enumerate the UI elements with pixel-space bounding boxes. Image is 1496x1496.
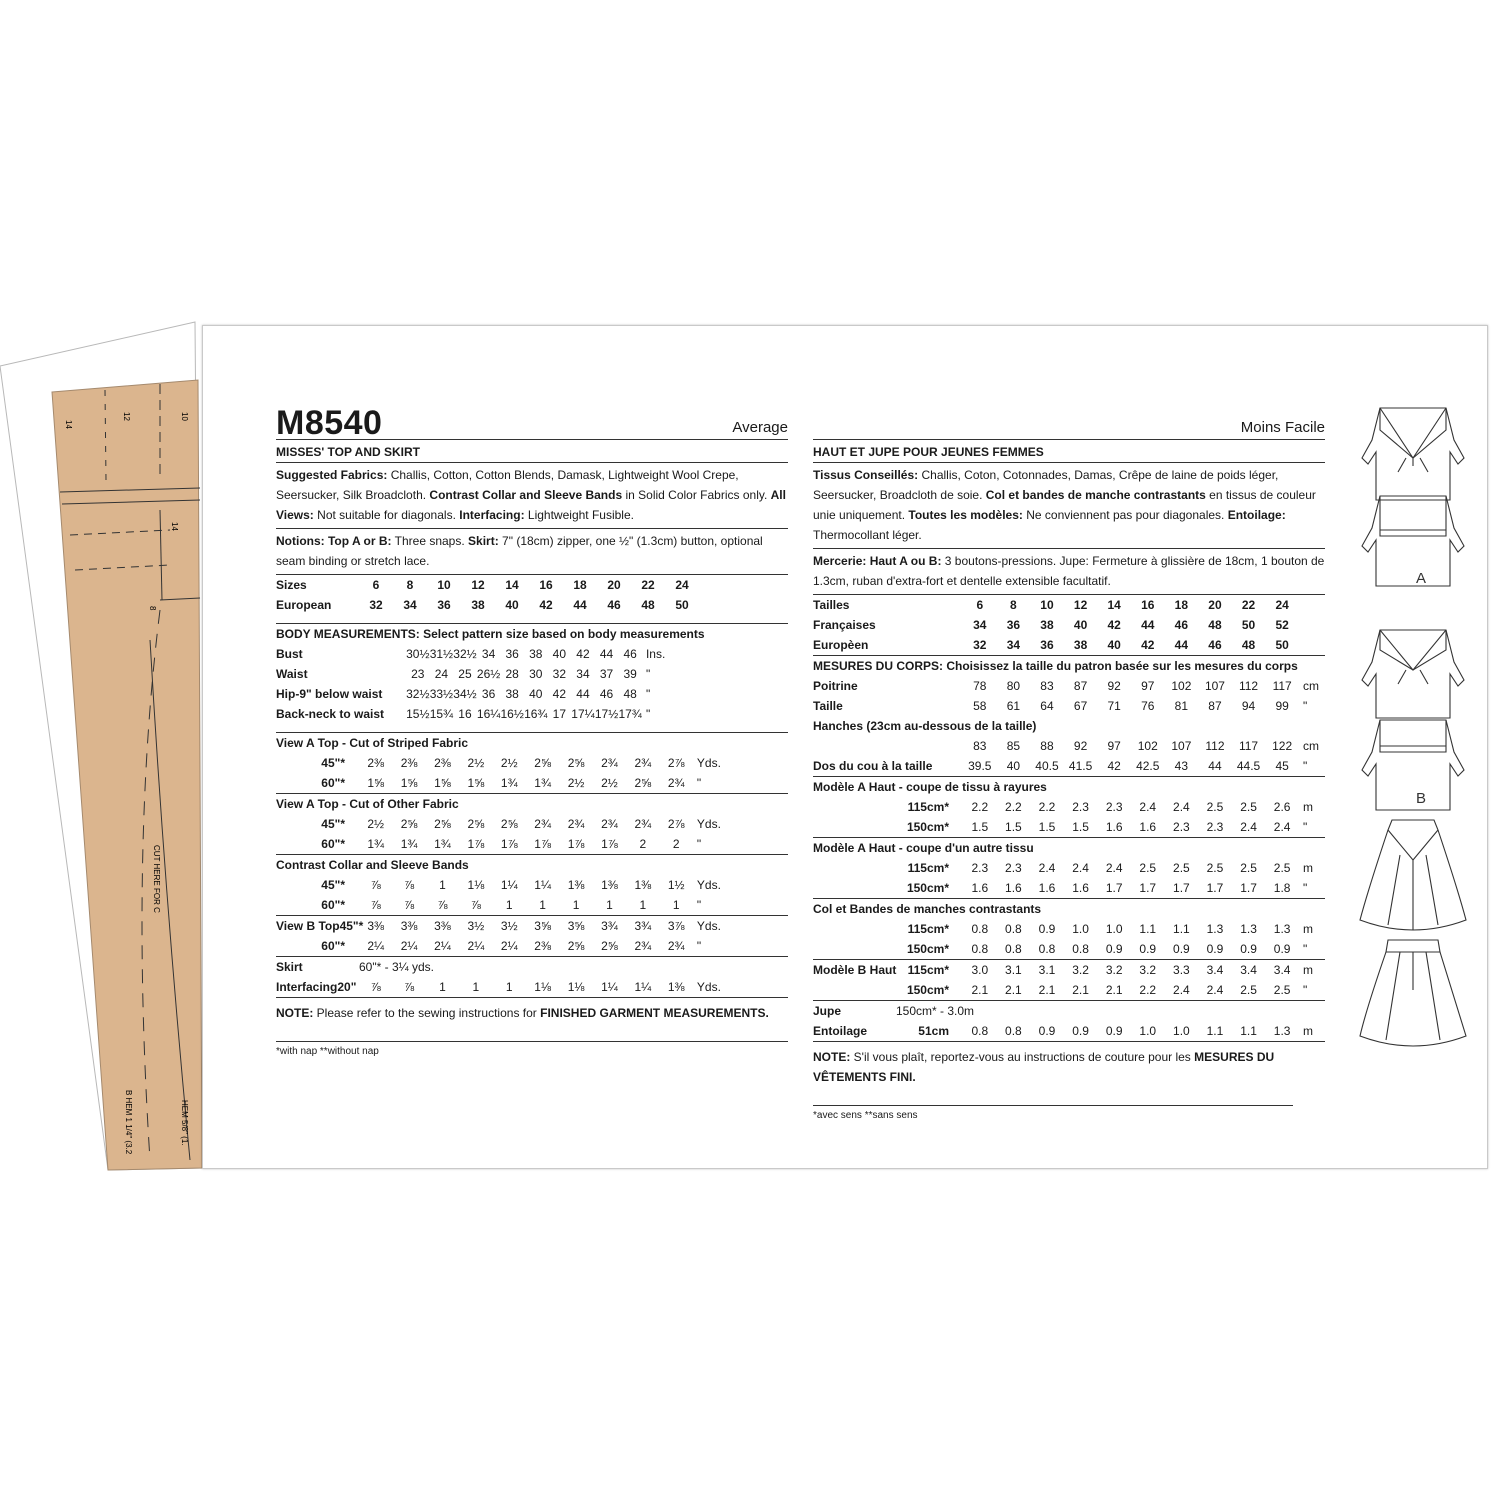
view-b-front-drawing <box>1362 630 1464 718</box>
tissue-cut-here: CUT HERE FOR C <box>152 845 161 913</box>
european-sizes-row: European 32 34 36 38 40 42 44 46 48 50 <box>276 598 689 612</box>
yardage-row: 45"* ⅞ ⅞ 1 1⅛ 1¼ 1¼ 1⅜ 1⅜ 1⅜ 1½ Yds. <box>321 878 721 892</box>
yardage-heading: View A Top - Cut of Other Fabric <box>276 797 459 811</box>
suggested-fabrics: Suggested Fabrics: Challis, Cotton, Cotton Blends, Damask, Lightweight Wool Crepe, Seersucker, Silk Broadcloth. Contrast Collar and Sleeve Bands in Solid Color Fabrics only. All Views: Not suitable for diagonals. Interfacing: Lightweight Fusible. <box>276 462 788 528</box>
english-column <box>276 326 788 1057</box>
yardage-row-fr: 115cm* 2.2 2.2 2.2 2.3 2.3 2.4 2.4 2.5 2.5 2.6 m <box>907 800 1313 814</box>
yardage-section <box>276 732 788 793</box>
tissue-mark-12: 12 <box>122 412 131 421</box>
tissue-mark-14: 14 <box>64 420 73 429</box>
tissue-mark-10: 10 <box>180 412 189 421</box>
yardage-heading: View A Top - Cut of Striped Fabric <box>276 736 469 750</box>
yardage-row: 45"* 2½ 2⅝ 2⅝ 2⅝ 2⅝ 2¾ 2¾ 2¾ 2¾ 2⅞ Yds. <box>321 817 721 831</box>
yardage-row-fr: 150cm* 1.6 1.6 1.6 1.6 1.7 1.7 1.7 1.7 1.7 1.8 " <box>906 881 1308 895</box>
body-row-fr: Poitrine 78 80 83 87 92 97 102 107 112 117 cm <box>813 679 1319 693</box>
view-b-back-drawing <box>1362 720 1464 810</box>
skirt-row-fr: Jupe 150cm* - 3.0m <box>813 1004 975 1018</box>
size-table <box>276 574 788 623</box>
yardage-row-fr: 115cm* 0.8 0.8 0.9 1.0 1.0 1.1 1.1 1.3 1.3 1.3 m <box>907 922 1313 936</box>
pattern-envelope-back <box>202 325 1488 1169</box>
note: NOTE: Please refer to the sewing instructions for FINISHED GARMENT MEASUREMENTS. <box>276 997 788 1023</box>
suggested-fabrics-fr: Tissus Conseillés: Challis, Coton, Cotonnades, Damas, Crêpe de laine de poids léger, Seersucker, Broadcloth de soie. Col et bandes de manche contrastants en tissus de couleur unie uniquement. Toutes les modèles: Ne conviennent pas pour diagonales. Entoilage: Thermocollant léger. <box>813 462 1325 548</box>
body-row: Waist 23 24 25 26½ 28 30 32 34 37 39 " <box>276 667 651 681</box>
europeen-row: Europèen 32 34 36 38 40 42 44 46 48 50 <box>813 638 1289 652</box>
hip-row-fr: 83 85 88 92 97 102 107 112 117 122 cm <box>973 739 1319 753</box>
body-row: Hip-9" below waist 32½ 33½ 34½ 36 38 40 42 44 46 48 " <box>276 687 651 701</box>
size-table-fr <box>813 594 1325 655</box>
skirt-interfacing-fr <box>813 1000 1325 1041</box>
view-a-back-drawing <box>1362 496 1464 586</box>
note-fr: NOTE: S'il vous plaît, reportez-vous au instructions de couture pour les MESURES DU VÊTEMENTS FINI. <box>813 1041 1325 1087</box>
yardage-section-fr <box>813 959 1325 1000</box>
yardage-section <box>276 915 788 956</box>
yardage-section <box>276 793 788 854</box>
skirt-front-drawing <box>1360 820 1466 930</box>
sizes-row-fr: Tailles 6 8 10 12 14 16 18 20 22 24 <box>813 598 1289 612</box>
tissue-mark-8: 8 <box>148 606 157 611</box>
pattern-title: MISSES' TOP AND SKIRT <box>276 439 788 462</box>
yardage-section-fr <box>813 776 1325 837</box>
tissue-hem-b: B HEM 1 1/4" (3.2 <box>124 1090 133 1155</box>
footnote-fr: *avec sens **sans sens <box>813 1110 918 1121</box>
view-a-front-drawing <box>1362 408 1464 500</box>
skirt-row: Skirt 60"* - 3¼ yds. <box>276 960 434 974</box>
body-row: Bust 30½ 31½ 32½ 34 36 38 40 42 44 46 Ins. <box>276 647 666 661</box>
body-row: Back-neck to waist 15½ 15¾ 16 16¼ 16½ 16¾ 17 17¼ 17½ 17¾ " <box>276 707 651 721</box>
notions: Notions: Top A or B: Three snaps. Skirt: 7" (18cm) zipper, one ½" (1.3cm) button, optional seam binding or stretch lace. <box>276 528 788 574</box>
interfacing-row-fr: Entoilage 51cm 0.8 0.8 0.9 0.9 0.9 1.0 1.0 1.1 1.1 1.3 m <box>813 1024 1313 1038</box>
yardage-row: View B Top 45"* 3⅜ 3⅜ 3⅜ 3½ 3½ 3⅝ 3⅝ 3¾ 3¾ 3⅞ Yds. <box>276 919 721 933</box>
yardage-row-fr: 150cm* 1.5 1.5 1.5 1.5 1.6 1.6 2.3 2.3 2.4 2.4 " <box>906 820 1308 834</box>
pattern-code: M8540 <box>276 404 383 442</box>
sizes-row: Sizes 6 8 10 12 14 16 18 20 22 24 <box>276 578 689 592</box>
francaises-row: Françaises 34 36 38 40 42 44 46 48 50 52 <box>813 618 1289 632</box>
body-row-fr: Taille 58 61 64 67 71 76 81 87 94 99 " <box>813 699 1308 713</box>
yardage-row-fr: 115cm* 2.3 2.3 2.4 2.4 2.4 2.5 2.5 2.5 2.5 2.5 m <box>907 861 1313 875</box>
notions-fr: Mercerie: Haut A ou B: 3 boutons-pressions. Jupe: Fermeture à glissière de 18cm, 1 bouton de 1.3cm, ruban d'extra-fort et dentelle extensible facultatif. <box>813 548 1325 594</box>
interfacing-row: Interfacing 20" ⅞ ⅞ 1 1 1 1⅛ 1⅛ 1¼ 1¼ 1⅜ Yds. <box>276 980 721 994</box>
difficulty-level: Average <box>732 419 788 436</box>
yardage-section-fr <box>813 837 1325 898</box>
yardage-row: 60"* 1⅝ 1⅝ 1⅝ 1⅝ 1¾ 1¾ 2½ 2½ 2⅝ 2¾ " <box>321 776 702 790</box>
yardage-section-fr <box>813 898 1325 959</box>
technical-drawings <box>1358 400 1468 1060</box>
skirt-interfacing <box>276 956 788 997</box>
pattern-title-fr: HAUT ET JUPE POUR JEUNES FEMMES <box>813 439 1325 462</box>
body-measurements-fr: MESURES DU CORPS: Choisissez la taille du patron basée sur les mesures du corps Poitrine 78 80 83 87 92 97 102 107 112 117 cm Taille 58 61 64 67 71 76 81 87 94 99 " Hanches (23cm au-dessous de la taille) 83 85 88 92 97 102 107 112 117 122 cm Dos du cou à la taille 39.5 40 40.5 41.5 42 42.5 43 44 44.5 45 " <box>813 655 1325 776</box>
yardage-heading: Contrast Collar and Sleeve Bands <box>276 858 469 872</box>
tissue-hem-a: HEM 5/8" (1. <box>180 1100 189 1146</box>
yardage-row: 60"* ⅞ ⅞ ⅞ ⅞ 1 1 1 1 1 1 " <box>321 898 702 912</box>
view-a-label: A <box>1416 570 1427 587</box>
tissue-mark-14b: 14 <box>170 522 179 531</box>
yardage-heading-fr: Col et Bandes de manches contrastants <box>813 902 1042 916</box>
back-row-fr: Dos du cou à la taille 39.5 40 40.5 41.5 42 42.5 43 44 44.5 45 " <box>813 759 1308 773</box>
skirt-back-drawing <box>1360 940 1466 1046</box>
footnote: *with nap **without nap <box>276 1046 379 1057</box>
yardage-row-fr: 150cm* 0.8 0.8 0.8 0.8 0.9 0.9 0.9 0.9 0.9 0.9 " <box>906 942 1308 956</box>
yardage-row-fr: Modèle B Haut 115cm* 3.0 3.1 3.1 3.2 3.2 3.2 3.3 3.4 3.4 3.4 m <box>813 963 1313 977</box>
yardage-row: 60"* 1¾ 1¾ 1¾ 1⅞ 1⅞ 1⅞ 1⅞ 1⅞ 2 2 " <box>321 837 702 851</box>
french-column <box>813 326 1325 1121</box>
view-b-label: B <box>1416 790 1427 807</box>
difficulty-level-fr: Moins Facile <box>1240 419 1325 436</box>
yardage-heading-fr: Modèle A Haut - coupe d'un autre tissu <box>813 841 1034 855</box>
yardage-row: 60"* 2¼ 2¼ 2¼ 2¼ 2¼ 2⅜ 2⅝ 2⅝ 2¾ 2¾ " <box>321 939 702 953</box>
yardage-heading-fr: Modèle A Haut - coupe de tissu à rayures <box>813 780 1047 794</box>
yardage-row-fr: 150cm* 2.1 2.1 2.1 2.1 2.1 2.2 2.4 2.4 2.5 2.5 " <box>906 983 1308 997</box>
yardage-section <box>276 854 788 915</box>
body-measurements: BODY MEASUREMENTS: Select pattern size based on body measurements Bust 30½ 31½ 32½ 34 36 38 40 42 44 46 Ins. Waist 23 24 25 26½ 28 30 32 34 37 39 " Hip-9" below waist 32½ 33½ 34½ 36 38 40 42 44 46 48 " Back-neck to waist 15½ 15¾ 16 16¼ 16½ 16¾ 17 17¼ 17½ 17¾ " <box>276 623 788 732</box>
yardage-row: 45"* 2⅜ 2⅜ 2⅜ 2½ 2½ 2⅝ 2⅝ 2¾ 2¾ 2⅞ Yds. <box>321 756 721 770</box>
